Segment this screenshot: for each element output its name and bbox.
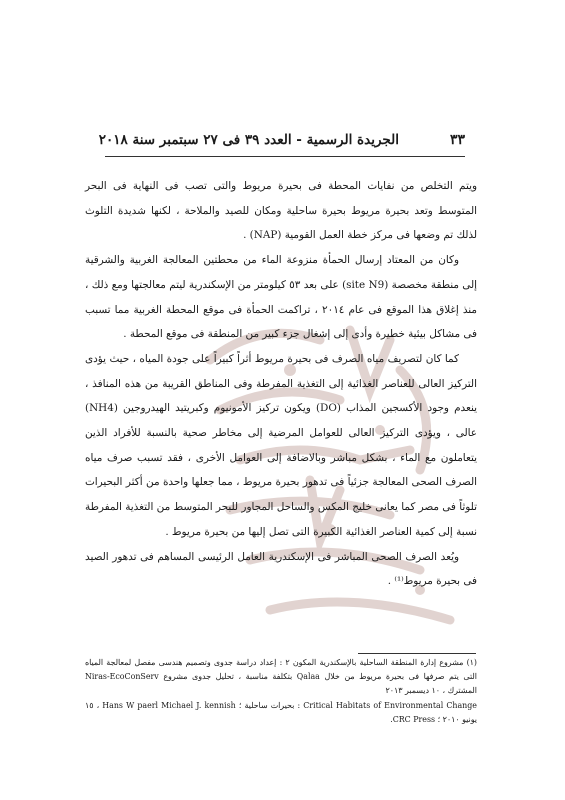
footnote-2: Critical Habitats of Environmental Change : بحيرات ساحلية ؛ Hans W paerl Michael J. kennish ، ١٥ يونيو ٢٠١٠ ؛ CRC Press.	[85, 700, 477, 724]
footnotes	[85, 656, 477, 727]
footnote-1: (١) مشروع إدارة المنطقة الساحلية بالإسكندرية المكون ٢ : إعداد دراسة جدوى وتصميم هندسى مفصل لمعالجة المياه التى يتم صرفها فى بحيرة مريوط من خلال Qalaa بتكلفة مناسبة ، تحليل جدوى مشروع Niras-EcoConServ المشترك ، ١٠ ديسمبر ٢٠١٣	[85, 658, 477, 696]
journal-title: الجريدة الرسمية - العدد ٣٩ فى ٢٧ سبتمبر سنة ٢٠١٨	[98, 132, 399, 148]
paragraph-2: وكان من المعتاد إرسال الحمأة منزوعة الماء من محطتين المعالجة الغربية والشرقية إلى منطقة مخصصة (site N9) على بعد ٥٣ كيلومتر من الإسكندرية ليتم معالجتها ومع ذلك ، منذ إغلاق هذا الموقع فى عام ٢٠١٤ ، تراكمت الحمأة فى موقع المحطة الغربية مما تسبب فى مشاكل بيئية خطيرة وأدى إلى إشغال جزء كبير من المنطقة فى موقع المحطة .	[85, 254, 478, 341]
page-number: ٣٣	[449, 132, 465, 148]
article-body	[85, 174, 477, 594]
footnote-divider	[358, 653, 476, 654]
paragraph-1: ويتم التخلص من نفايات المحطة فى بحيرة مريوط والتى تصب فى النهاية فى البحر المتوسط وتعد بحيرة مريوط بحيرة ساحلية ومكان للصيد والملاحة ، لكنها شديدة التلوث لذلك تم وضعها فى مركز خطة العمل القومية (NAP) .	[85, 180, 477, 242]
header-divider	[105, 156, 465, 157]
paragraph-3: كما كان لتصريف مياه الصرف فى بحيرة مريوط أثراً كبيراً على جودة المياه ، حيث يؤدى التركيز العالى للعناصر الغذائية إلى التغذية المفرطة وفى المناطق القريبة من هذه المنافذ ، ينعدم وجود الأكسجين المذاب (DO) ويكون تركيز الأمونيوم وكبريتيد الهيدروجين (NH4) عالى ، ويؤدى التركيز العالى للعوامل المرضية إلى مخاطر صحية بالنسبة للأفراد الذين يتعاملون مع الماء ، بشكل مباشر وبالاضافة إلى العوامل الأخرى ، فقد تسبب صرف مياه الصرف الصحى المعالجة جزئياً فى تدهور بحيرة مريوط ، مما جعلها واحدة من أكثر البحيرات تلوثاً فى مصر كما يعانى خليج المكس والساحل المجاور للبحر المتوسط من التغذية المفرطة نسبة إلى كمية العناصر الغذائية الكبيرة التى تصل إليها من بحيرة مريوط .	[85, 352, 477, 538]
paragraph-4: ويُعد الصرف الصحى المباشر فى الإسكندرية العامل الرئيسى المساهم فى تدهور الصيد فى بحيرة مريوط⁽¹⁾ .	[85, 550, 477, 588]
page-header	[98, 132, 465, 154]
